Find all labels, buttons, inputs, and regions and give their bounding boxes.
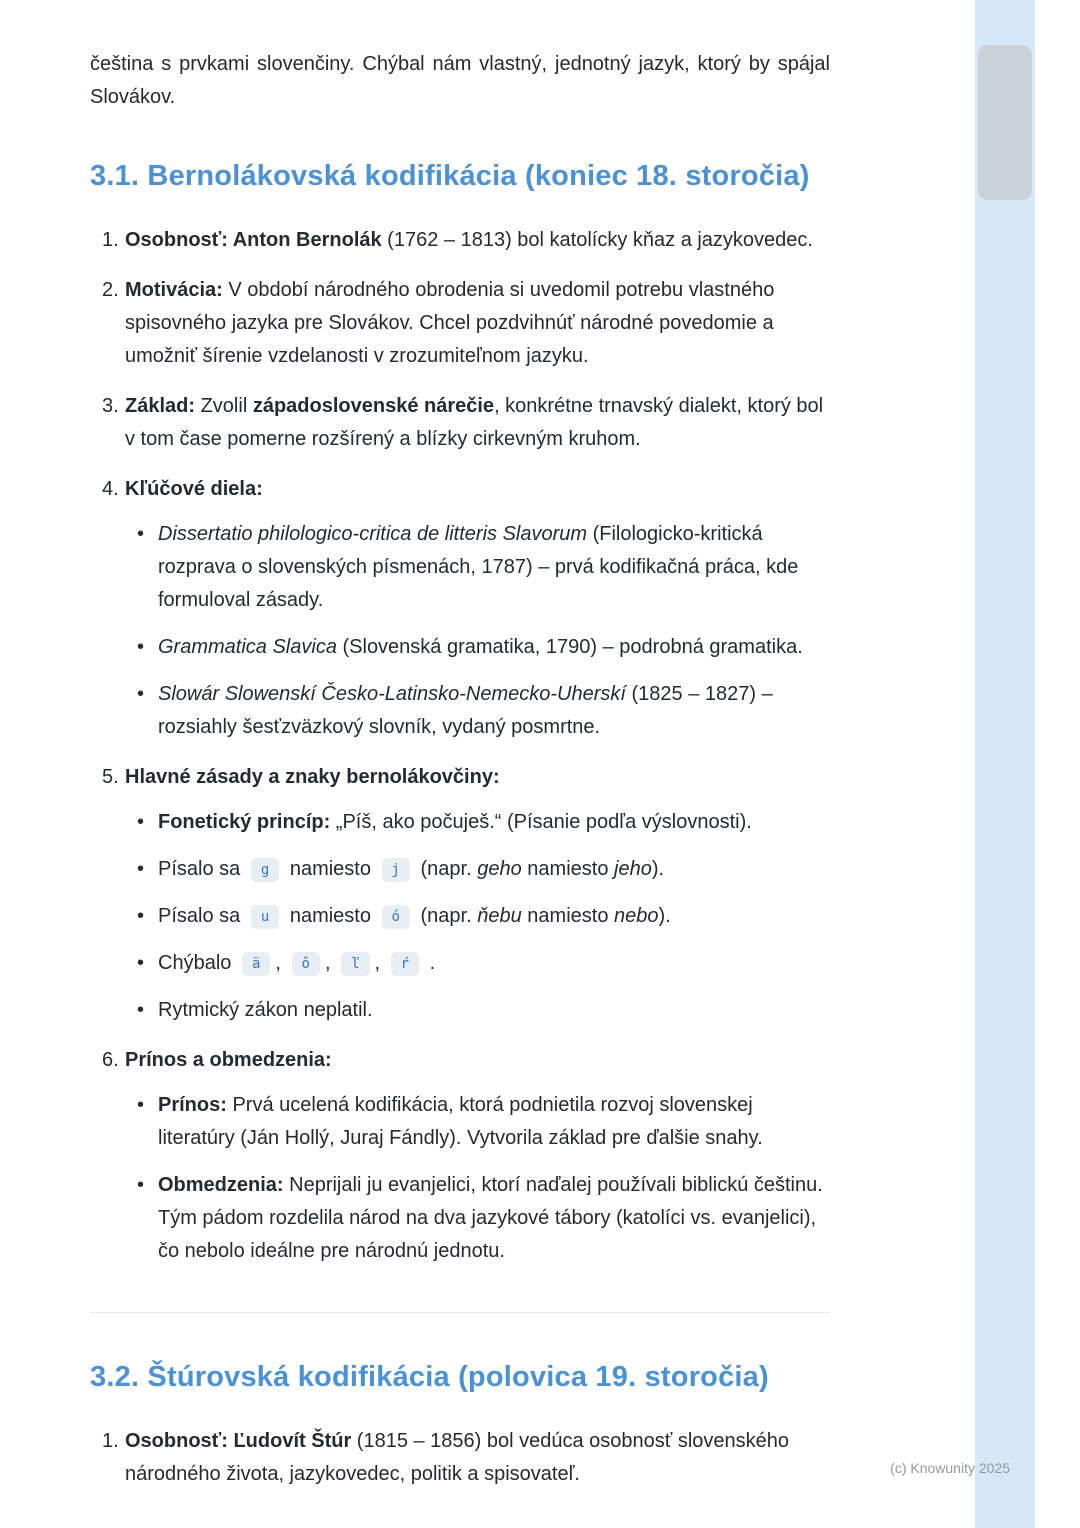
bold-text: Prínos: — [158, 1094, 227, 1116]
right-sidebar-strip — [975, 0, 1035, 1528]
bold-text: Fonetický princíp: — [158, 811, 331, 833]
text-segment: namiesto — [521, 905, 614, 927]
text-segment: ). — [658, 905, 671, 927]
italic-text: ňebu — [477, 905, 522, 927]
scrollbar-thumb[interactable] — [978, 45, 1032, 200]
list-item — [90, 274, 830, 373]
section-divider — [90, 1312, 830, 1313]
bold-text: Obmedzenia: — [158, 1174, 284, 1196]
list-number: 3. — [102, 395, 119, 417]
list-item — [90, 761, 830, 1027]
bullet-item — [125, 994, 830, 1027]
bullet-item — [125, 631, 830, 664]
text-segment: (napr. — [414, 858, 478, 880]
code-chip: ó — [382, 905, 410, 929]
bullet-item — [125, 1089, 830, 1155]
italic-text: geho — [477, 858, 522, 880]
italic-text: nebo — [614, 905, 659, 927]
list-number: 2. — [102, 279, 119, 301]
bold-text: Základ: — [125, 395, 196, 417]
sub-bullet-list — [125, 518, 830, 744]
bullet-item — [125, 518, 830, 617]
sub-bullet-list — [125, 1089, 830, 1268]
text-segment: (Filologicko-kritická rozprava o slovenských písmenách, 1787) – prvá kodifikačná práca, kde formuloval zásady. — [158, 523, 799, 611]
list-number: 5. — [102, 766, 119, 788]
bullet-dot: • — [137, 905, 145, 927]
section-3-1-heading: 3.1. Bernolákovská kodifikácia (koniec 18. storočia) — [90, 160, 810, 192]
text-segment: (Slovenská gramatika, 1790) – podrobná gramatika. — [336, 636, 803, 658]
text-segment: , — [275, 952, 287, 974]
text-segment: namiesto — [284, 905, 377, 927]
bold-text: Osobnosť: Anton Bernolák — [125, 229, 382, 251]
italic-text: jeho — [614, 858, 652, 880]
bullet-item — [125, 853, 830, 886]
bold-text: západoslovenské nárečie — [252, 395, 495, 417]
code-chip: ä — [242, 952, 270, 976]
italic-text: Grammatica Slavica — [158, 636, 337, 658]
bullet-dot: • — [137, 636, 145, 658]
bold-text: Hlavné zásady a znaky bernolákovčiny: — [125, 766, 500, 788]
text-segment: Písalo sa — [158, 905, 246, 927]
text-segment: (1825 – 1827) – rozsiahly šesťzväzkový slovník, vydaný posmrtne. — [158, 683, 773, 738]
text-segment: Zvolil — [195, 395, 253, 417]
list-item — [90, 224, 830, 257]
bullet-dot: • — [137, 811, 145, 833]
code-chip: u — [251, 905, 279, 929]
text-segment: Chýbalo — [158, 952, 237, 974]
list-item — [90, 1425, 830, 1491]
bold-text: Osobnosť: Ľudovít Štúr — [125, 1430, 352, 1452]
sub-bullet-list — [125, 806, 830, 1027]
bullet-item — [125, 947, 830, 980]
bullet-dot: • — [137, 952, 145, 974]
text-segment: (1762 – 1813) bol katolícky kňaz a jazykovedec. — [381, 229, 813, 251]
bullet-dot: • — [137, 1174, 145, 1196]
text-segment: „Píš, ako počuješ.“ (Písanie podľa výslovnosti). — [330, 811, 752, 833]
list-item — [90, 390, 830, 456]
code-chip: ľ — [341, 952, 369, 976]
text-segment: (napr. — [414, 905, 478, 927]
bullet-item — [125, 900, 830, 933]
list-item — [90, 1044, 830, 1268]
text-segment: Neprijali ju evanjelici, ktorí naďalej používali biblickú češtinu. Tým pádom rozdelila národ na dva jazykové tábory (katolíci vs. evanjelici), čo nebolo ideálne pre národnú jednotu. — [158, 1174, 823, 1262]
bullet-item — [125, 1169, 830, 1268]
text-segment: , — [324, 952, 337, 974]
text-segment: Rytmický zákon neplatil. — [158, 999, 373, 1021]
bullet-item — [125, 806, 830, 839]
text-segment: namiesto — [521, 858, 614, 880]
intro-paragraph: čeština s prvkami slovenčiny. Chýbal nám vlastný, jednotný jazyk, ktorý by spájal Slovákov. — [90, 53, 830, 108]
text-segment: . — [424, 952, 436, 974]
text-segment: Prvá ucelená kodifikácia, ktorá podnietila rozvoj slovenskej literatúry (Ján Hollý, Juraj Fándly). Vytvorila základ pre ďalšie snahy. — [158, 1094, 763, 1149]
code-chip: g — [251, 858, 279, 882]
list-item — [90, 473, 830, 744]
copyright-footer: (c) Knowunity 2025 — [890, 1460, 1010, 1476]
bullet-dot: • — [137, 999, 145, 1021]
italic-text: Dissertatio philologico-critica de litteris Slavorum — [158, 523, 588, 545]
code-chip: j — [382, 858, 410, 882]
text-segment: namiesto — [284, 858, 377, 880]
bullet-item — [125, 678, 830, 744]
text-segment: , — [374, 952, 386, 974]
document-content — [90, 48, 830, 1508]
bullet-dot: • — [137, 858, 145, 880]
list-number: 6. — [102, 1049, 119, 1071]
text-segment: V období národného obrodenia si uvedomil potrebu vlastného spisovného jazyka pre Slovákov. Chcel pozdvihnúť národné povedomie a umožniť šírenie vzdelanosti v zrozumiteľnom jazyku. — [125, 279, 775, 367]
bullet-dot: • — [137, 683, 145, 705]
list-number: 4. — [102, 478, 119, 500]
section-3-2-heading: 3.2. Štúrovská kodifikácia (polovica 19. storočia) — [90, 1361, 769, 1393]
bullet-dot: • — [137, 523, 145, 545]
text-segment: , konkrétne trnavský dialekt, ktorý bol v tom čase pomerne rozšírený a blízky cirkevným kruhom. — [125, 395, 824, 450]
bold-text: Kľúčové diela: — [125, 478, 263, 500]
bold-text: Motivácia: — [125, 279, 223, 301]
bullet-dot: • — [137, 1094, 145, 1116]
list-number: 1. — [102, 1430, 119, 1452]
bold-text: Prínos a obmedzenia: — [125, 1049, 332, 1071]
text-segment: Písalo sa — [158, 858, 246, 880]
text-segment: ). — [651, 858, 665, 880]
code-chip: ô — [292, 952, 320, 976]
code-chip: ŕ — [391, 952, 419, 976]
text-segment: (1815 – 1856) bol vedúca osobnosť slovenského národného života, jazykovedec, politik a spisovateľ. — [125, 1430, 790, 1485]
italic-text: Slowár Slowenskí Česko-Latinsko-Nemecko-Uherskí — [158, 683, 626, 705]
list-number: 1. — [102, 229, 119, 251]
